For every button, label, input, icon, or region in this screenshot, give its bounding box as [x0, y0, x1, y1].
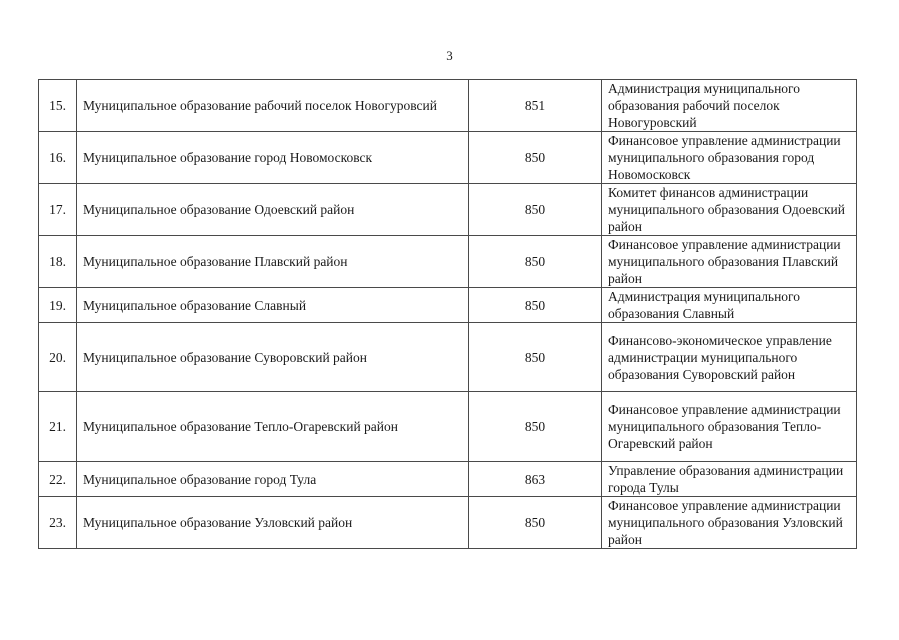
municipality-name: Муниципальное образование рабочий поселок Новогуровсий	[77, 80, 469, 132]
municipal-table	[38, 79, 857, 549]
budget-code: 850	[469, 392, 602, 462]
budget-code: 850	[469, 132, 602, 184]
municipality-name: Муниципальное образование Узловский район	[77, 497, 469, 549]
table-row	[39, 184, 857, 236]
budget-code: 850	[469, 497, 602, 549]
administrator-name: Администрация муниципального образования Славный	[602, 288, 857, 323]
administrator-name: Финансовое управление администрации муниципального образования Тепло-Огаревский район	[602, 392, 857, 462]
budget-code: 851	[469, 80, 602, 132]
table-row	[39, 323, 857, 392]
page-number: 3	[446, 48, 453, 63]
row-number: 23.	[39, 497, 77, 549]
administrator-name: Комитет финансов администрации муниципального образования Одоевский район	[602, 184, 857, 236]
table-row	[39, 236, 857, 288]
budget-code: 850	[469, 323, 602, 392]
row-number: 17.	[39, 184, 77, 236]
row-number: 16.	[39, 132, 77, 184]
table-row	[39, 132, 857, 184]
municipality-name: Муниципальное образование Одоевский район	[77, 184, 469, 236]
municipality-name: Муниципальное образование Плавский район	[77, 236, 469, 288]
administrator-name: Финансово-экономическое управление администрации муниципального образования Суворовский район	[602, 323, 857, 392]
row-number: 22.	[39, 462, 77, 497]
table-row	[39, 462, 857, 497]
table-row	[39, 80, 857, 132]
budget-code: 850	[469, 288, 602, 323]
budget-code: 850	[469, 236, 602, 288]
municipality-name: Муниципальное образование Тепло-Огаревский район	[77, 392, 469, 462]
budget-code: 863	[469, 462, 602, 497]
row-number: 21.	[39, 392, 77, 462]
municipality-name: Муниципальное образование Славный	[77, 288, 469, 323]
municipality-name: Муниципальное образование город Новомосковск	[77, 132, 469, 184]
table-row	[39, 288, 857, 323]
row-number: 18.	[39, 236, 77, 288]
administrator-name: Администрация муниципального образования рабочий поселок Новогуровский	[602, 80, 857, 132]
row-number: 19.	[39, 288, 77, 323]
administrator-name: Финансовое управление администрации муниципального образования город Новомосковск	[602, 132, 857, 184]
administrator-name: Финансовое управление администрации муниципального образования Плавский район	[602, 236, 857, 288]
table-row	[39, 497, 857, 549]
row-number: 20.	[39, 323, 77, 392]
budget-code: 850	[469, 184, 602, 236]
row-number: 15.	[39, 80, 77, 132]
municipality-name: Муниципальное образование Суворовский район	[77, 323, 469, 392]
administrator-name: Финансовое управление администрации муниципального образования Узловский район	[602, 497, 857, 549]
municipality-name: Муниципальное образование город Тула	[77, 462, 469, 497]
table-row	[39, 392, 857, 462]
administrator-name: Управление образования администрации города Тулы	[602, 462, 857, 497]
